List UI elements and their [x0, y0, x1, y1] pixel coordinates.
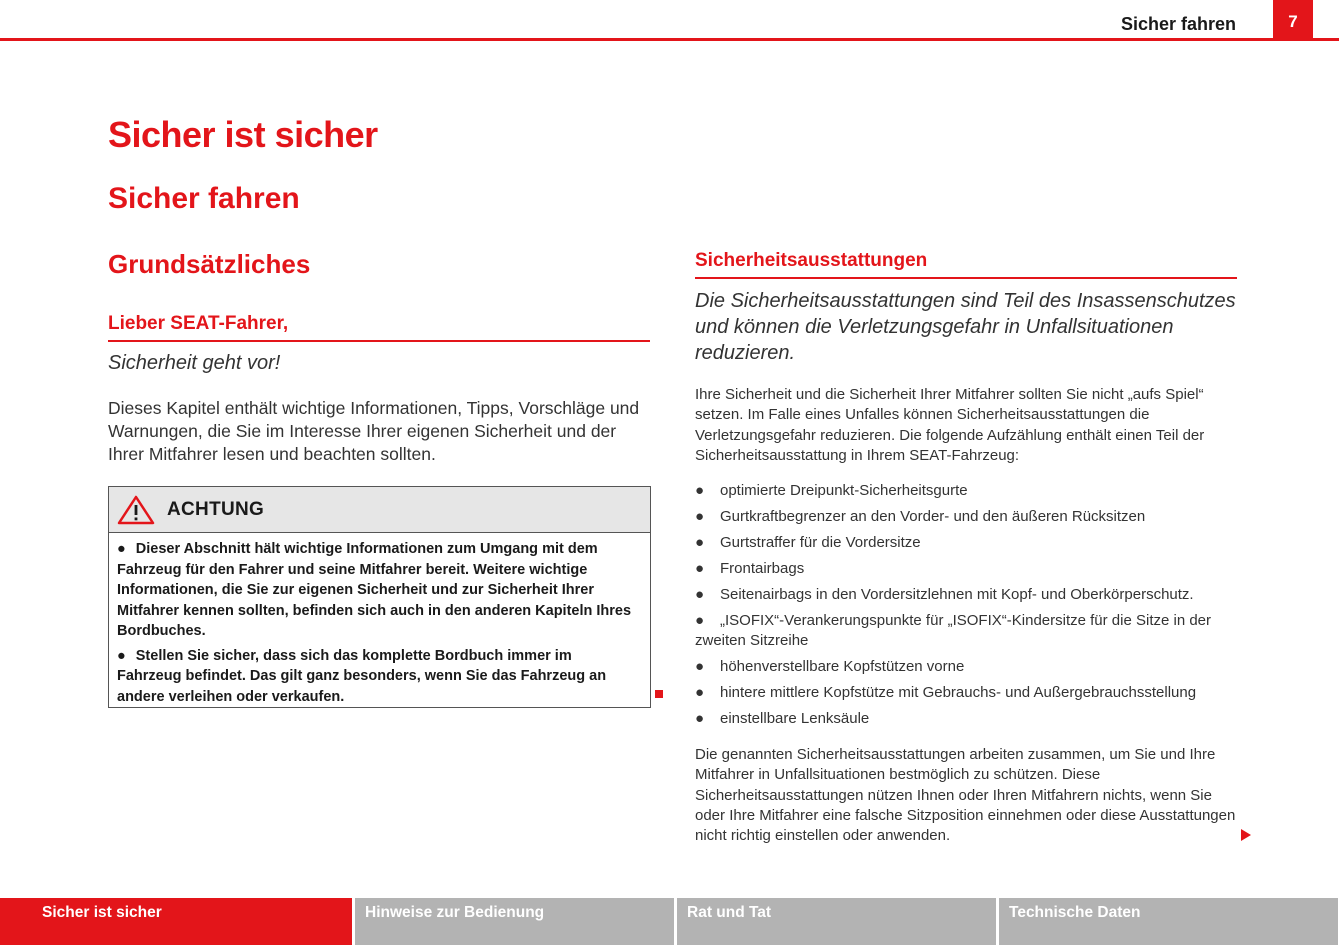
- bullet-dot: ●: [695, 710, 705, 727]
- bullet-dot: ●: [695, 508, 705, 525]
- list-item-text: „ISOFIX“-Verankerungspunkte für „ISOFIX“-Kindersitze für die Sitze in der zweiten Sitzreihe: [695, 612, 1212, 649]
- bullet-dot: ●: [695, 560, 705, 577]
- topic-title-greeting: Lieber SEAT-Fahrer,: [108, 313, 650, 342]
- bullet-dot: ●: [117, 647, 126, 664]
- list-item-text: Seitenairbags in den Vordersitzlehnen mit Kopf- und Oberkörperschutz.: [720, 586, 1194, 603]
- list-item: [695, 611, 1245, 651]
- bullet-dot: ●: [695, 534, 705, 551]
- lead-text-left: Sicherheit geht vor!: [108, 352, 281, 374]
- bullet-dot: ●: [695, 684, 705, 701]
- bullet-dot: ●: [695, 586, 705, 603]
- running-header-title: Sicher fahren: [1120, 14, 1236, 34]
- section-title: Sicher fahren: [108, 182, 300, 215]
- safety-equipment-list: [695, 481, 1245, 735]
- nav-tab-hinweise-zur-bedienung[interactable]: Hinweise zur Bedienung: [355, 898, 674, 945]
- list-item: [695, 533, 1245, 553]
- list-item: [695, 559, 1245, 579]
- warning-item: [117, 539, 638, 642]
- list-item-text: hintere mittlere Kopfstütze mit Gebrauchs- und Außergebrauchsstellung: [720, 684, 1197, 701]
- bullet-dot: ●: [695, 658, 705, 675]
- warning-body: [109, 533, 650, 707]
- nav-tab-rat-und-tat[interactable]: Rat und Tat: [677, 898, 996, 945]
- warning-box: [108, 486, 651, 708]
- subsection-title: Grundsätzliches: [108, 249, 311, 279]
- list-item: [695, 657, 1245, 677]
- list-item: [695, 683, 1245, 703]
- chapter-title: Sicher ist sicher: [108, 114, 378, 155]
- header-rule: [0, 38, 1339, 41]
- list-item: [695, 585, 1245, 605]
- warning-triangle-icon: [117, 495, 155, 525]
- bullet-dot: ●: [695, 612, 705, 629]
- lead-text-right: Die Sicherheitsausstattungen sind Teil des Insassenschutzes und können die Verletzungsgefahr in Unfallsituationen reduzieren.: [695, 290, 1236, 364]
- topic-title-safety-equipment: Sicherheitsausstattungen: [695, 250, 1237, 279]
- warning-item: [117, 646, 638, 708]
- chapter-navigation: [0, 898, 1339, 945]
- paragraph-safety-summary: Die genannten Sicherheitsausstattungen arbeiten zusammen, um Sie und Ihre Mitfahrer in Unfallsituationen bestmöglich zu schützen. Diese Sicherheitsausstattungen nützen Ihnen oder Ihren Mitfahrern nichts, wenn Sie oder Ihre Mitfahrer eine falsche Sitzposition einnehmen oder diese Ausstattungen nicht richtig einstellen oder anwenden.: [695, 746, 1236, 845]
- paragraph-safety-intro: Ihre Sicherheit und die Sicherheit Ihrer Mitfahrer sollten Sie nicht „aufs Spiel“ setzen. Im Falle eines Unfalles können Sicherheitsausstattungen die Verletzungsgefahr reduzieren. Die folgende Aufzählung enthält einen Teil der Sicherheitsausstattung in Ihrem SEAT-Fahrzeug:: [695, 386, 1205, 464]
- intro-paragraph: Dieses Kapitel enthält wichtige Informationen, Tipps, Vorschläge und Warnungen, die Sie im Interesse Ihrer eigenen Sicherheit und der Ihrer Mitfahrer lesen und beachten sollten.: [108, 398, 640, 464]
- nav-tab-sicher-ist-sicher[interactable]: Sicher ist sicher: [0, 898, 352, 945]
- nav-tab-technische-daten[interactable]: Technische Daten: [999, 898, 1338, 945]
- warning-header: [109, 487, 650, 533]
- warning-item-text: Dieser Abschnitt hält wichtige Informationen zum Umgang mit dem Fahrzeug für den Fahrer und seine Mitfahrer bereit. Weitere wichtige Informationen, die Sie zur eigenen Sicherheit und zur Sicherheit Ihrer Mitfahrer kennen sollten, befinden sich auch in den anderen Kapiteln Ihres Bordbuches.: [117, 541, 632, 639]
- continue-arrow-icon[interactable]: [1241, 829, 1251, 841]
- end-of-section-square-icon: [655, 690, 663, 698]
- list-item-text: höhenverstellbare Kopfstützen vorne: [720, 658, 965, 675]
- bullet-dot: ●: [117, 541, 126, 557]
- list-item: [695, 507, 1245, 527]
- page-number: 7: [1273, 0, 1313, 40]
- list-item-text: Frontairbags: [720, 560, 805, 577]
- list-item-text: Gurtstraffer für die Vordersitze: [720, 534, 921, 551]
- list-item: [695, 709, 1245, 729]
- warning-item-text: Stellen Sie sicher, dass sich das komplette Bordbuch immer im Fahrzeug befindet. Das gilt ganz besonders, wenn Sie das Fahrzeug an andere verleihen oder verkaufen.: [117, 647, 607, 705]
- list-item-text: einstellbare Lenksäule: [720, 710, 870, 727]
- list-item-text: optimierte Dreipunkt-Sicherheitsgurte: [720, 482, 968, 499]
- list-item: [695, 481, 1245, 501]
- warning-title: ACHTUNG: [167, 498, 265, 520]
- bullet-dot: ●: [695, 482, 705, 499]
- list-item-text: Gurtkraftbegrenzer an den Vorder- und den äußeren Rücksitzen: [720, 508, 1146, 525]
